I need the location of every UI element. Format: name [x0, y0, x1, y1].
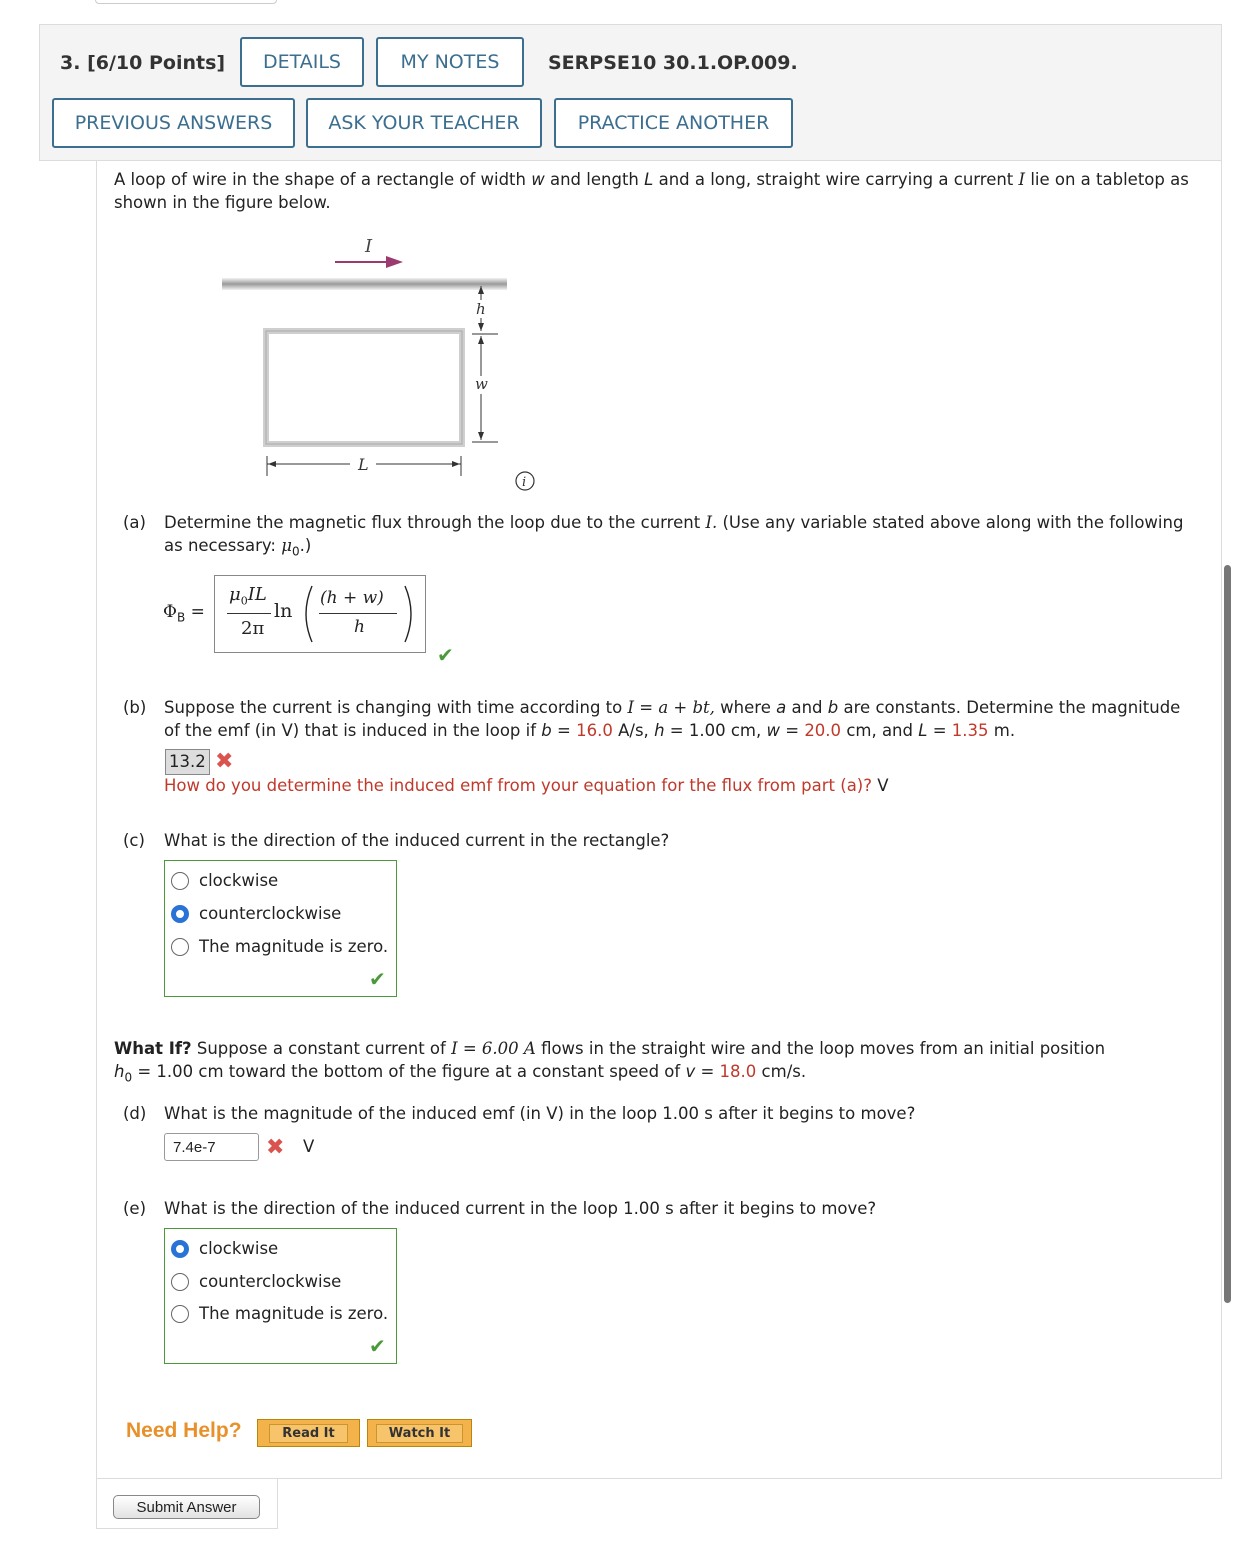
part-e-correct-icon: ✔: [369, 1334, 386, 1358]
part-e-label: (e): [123, 1199, 147, 1218]
radio-button[interactable]: [171, 938, 189, 956]
page-scrollbar[interactable]: [1224, 565, 1231, 1303]
wire-loop-figure: [210, 232, 540, 492]
L-label: L: [358, 455, 369, 474]
w-label: w: [475, 375, 488, 393]
part-b-feedback: How do you determine the induced emf from your equation for the flux from part (a)? V: [164, 776, 889, 795]
watch-it-button[interactable]: Watch It: [367, 1419, 472, 1447]
question-title: [60, 52, 225, 74]
current-label: I: [365, 236, 373, 257]
part-c-options: [164, 860, 397, 997]
part-c-correct-icon: ✔: [369, 967, 386, 991]
details-button[interactable]: DETAILS: [240, 37, 364, 87]
part-d-incorrect-icon: ✖: [266, 1135, 285, 1160]
top-edge-stub: [95, 0, 277, 4]
part-e-option-zero[interactable]: The magnitude is zero.: [171, 1304, 388, 1323]
ln-inner-numerator: (h + w): [320, 588, 384, 608]
part-b-incorrect-icon: ✖: [215, 749, 234, 774]
need-help-label: Need Help?: [126, 1419, 242, 1442]
question-number: 3.: [60, 52, 81, 74]
problem-code: SERPSE10 30.1.OP.009.: [548, 52, 798, 74]
flux-denominator: 2π: [241, 618, 265, 639]
part-e-option-counterclockwise[interactable]: counterclockwise: [171, 1272, 341, 1291]
radio-button-selected[interactable]: [171, 1240, 189, 1258]
part-e-options: [164, 1228, 397, 1364]
part-e-option-clockwise[interactable]: clockwise: [171, 1239, 278, 1258]
ln-symbol: ln: [274, 600, 293, 622]
h-label: h: [476, 300, 486, 318]
rectangular-loop: [266, 331, 462, 444]
radio-button[interactable]: [171, 872, 189, 890]
straight-wire: [222, 278, 507, 290]
what-if-text: What If? Suppose a constant current of I = 6.00 A flows in the straight wire and the loop moves from an initial position $h_0 = 1.00$ cm toward the bottom of the figure at a constant speed of v = 18.0 cm/s.: [114, 1039, 1106, 1085]
practice-another-button[interactable]: PRACTICE ANOTHER: [554, 98, 793, 148]
part-c-option-zero[interactable]: The magnitude is zero.: [171, 937, 388, 956]
part-d-unit: V: [303, 1137, 315, 1156]
ask-your-teacher-button[interactable]: ASK YOUR TEACHER: [306, 98, 542, 148]
part-c-option-counterclockwise[interactable]: counterclockwise: [171, 904, 341, 923]
read-it-button[interactable]: Read It: [257, 1419, 360, 1447]
part-c-question: What is the direction of the induced current in the rectangle?: [164, 831, 670, 850]
current-arrow-head: [386, 256, 403, 268]
ln-inner-denominator: h: [354, 617, 365, 637]
part-d-label: (d): [123, 1104, 147, 1123]
part-d-answer-input[interactable]: 7.4e-7: [164, 1133, 259, 1161]
intro-text: A loop of wire in the shape of a rectangle of width w and length L and a long, straight wire carrying a current I lie on a tabletop as shown in the figure below.: [114, 170, 1189, 212]
question-header: [39, 24, 1222, 161]
part-d-question: What is the magnitude of the induced emf (in V) in the loop 1.00 s after it begins to move?: [164, 1104, 916, 1123]
part-a-question: Determine the magnetic flux through the loop due to the current I. (Use any variable stated above along with the following as necessary: $\mu_0$.): [164, 513, 1184, 559]
part-c-label: (c): [123, 831, 145, 850]
part-b-question: Suppose the current is changing with time according to I = a + bt, where a and b are constants. Determine the magnitude of the emf (in V) that is induced in the loop if b = 16.0 A/s, h = 1.00 cm, w = 20.0 cm, and L = 1.35 m.: [164, 698, 1181, 740]
flux-numerator: $\mu_0IL$: [229, 584, 267, 608]
my-notes-button[interactable]: MY NOTES: [376, 37, 524, 87]
radio-button[interactable]: [171, 1305, 189, 1323]
part-a-correct-icon: ✔: [437, 643, 454, 667]
radio-button[interactable]: [171, 1273, 189, 1291]
flux-answer-box[interactable]: [214, 575, 426, 653]
question-points: [6/10 Points]: [87, 52, 226, 74]
svg-text:i: i: [522, 475, 527, 490]
previous-answers-button[interactable]: PREVIOUS ANSWERS: [52, 98, 295, 148]
part-b-label: (b): [123, 698, 147, 717]
submit-answer-button[interactable]: Submit Answer: [113, 1495, 260, 1519]
part-a-label: (a): [123, 513, 146, 532]
part-c-option-clockwise[interactable]: clockwise: [171, 871, 278, 890]
radio-button-selected[interactable]: [171, 905, 189, 923]
part-e-question: What is the direction of the induced current in the loop 1.00 s after it begins to move?: [164, 1199, 877, 1218]
part-b-answer[interactable]: 13.2: [165, 749, 210, 775]
flux-symbol: $\Phi_B$ =: [163, 602, 205, 625]
